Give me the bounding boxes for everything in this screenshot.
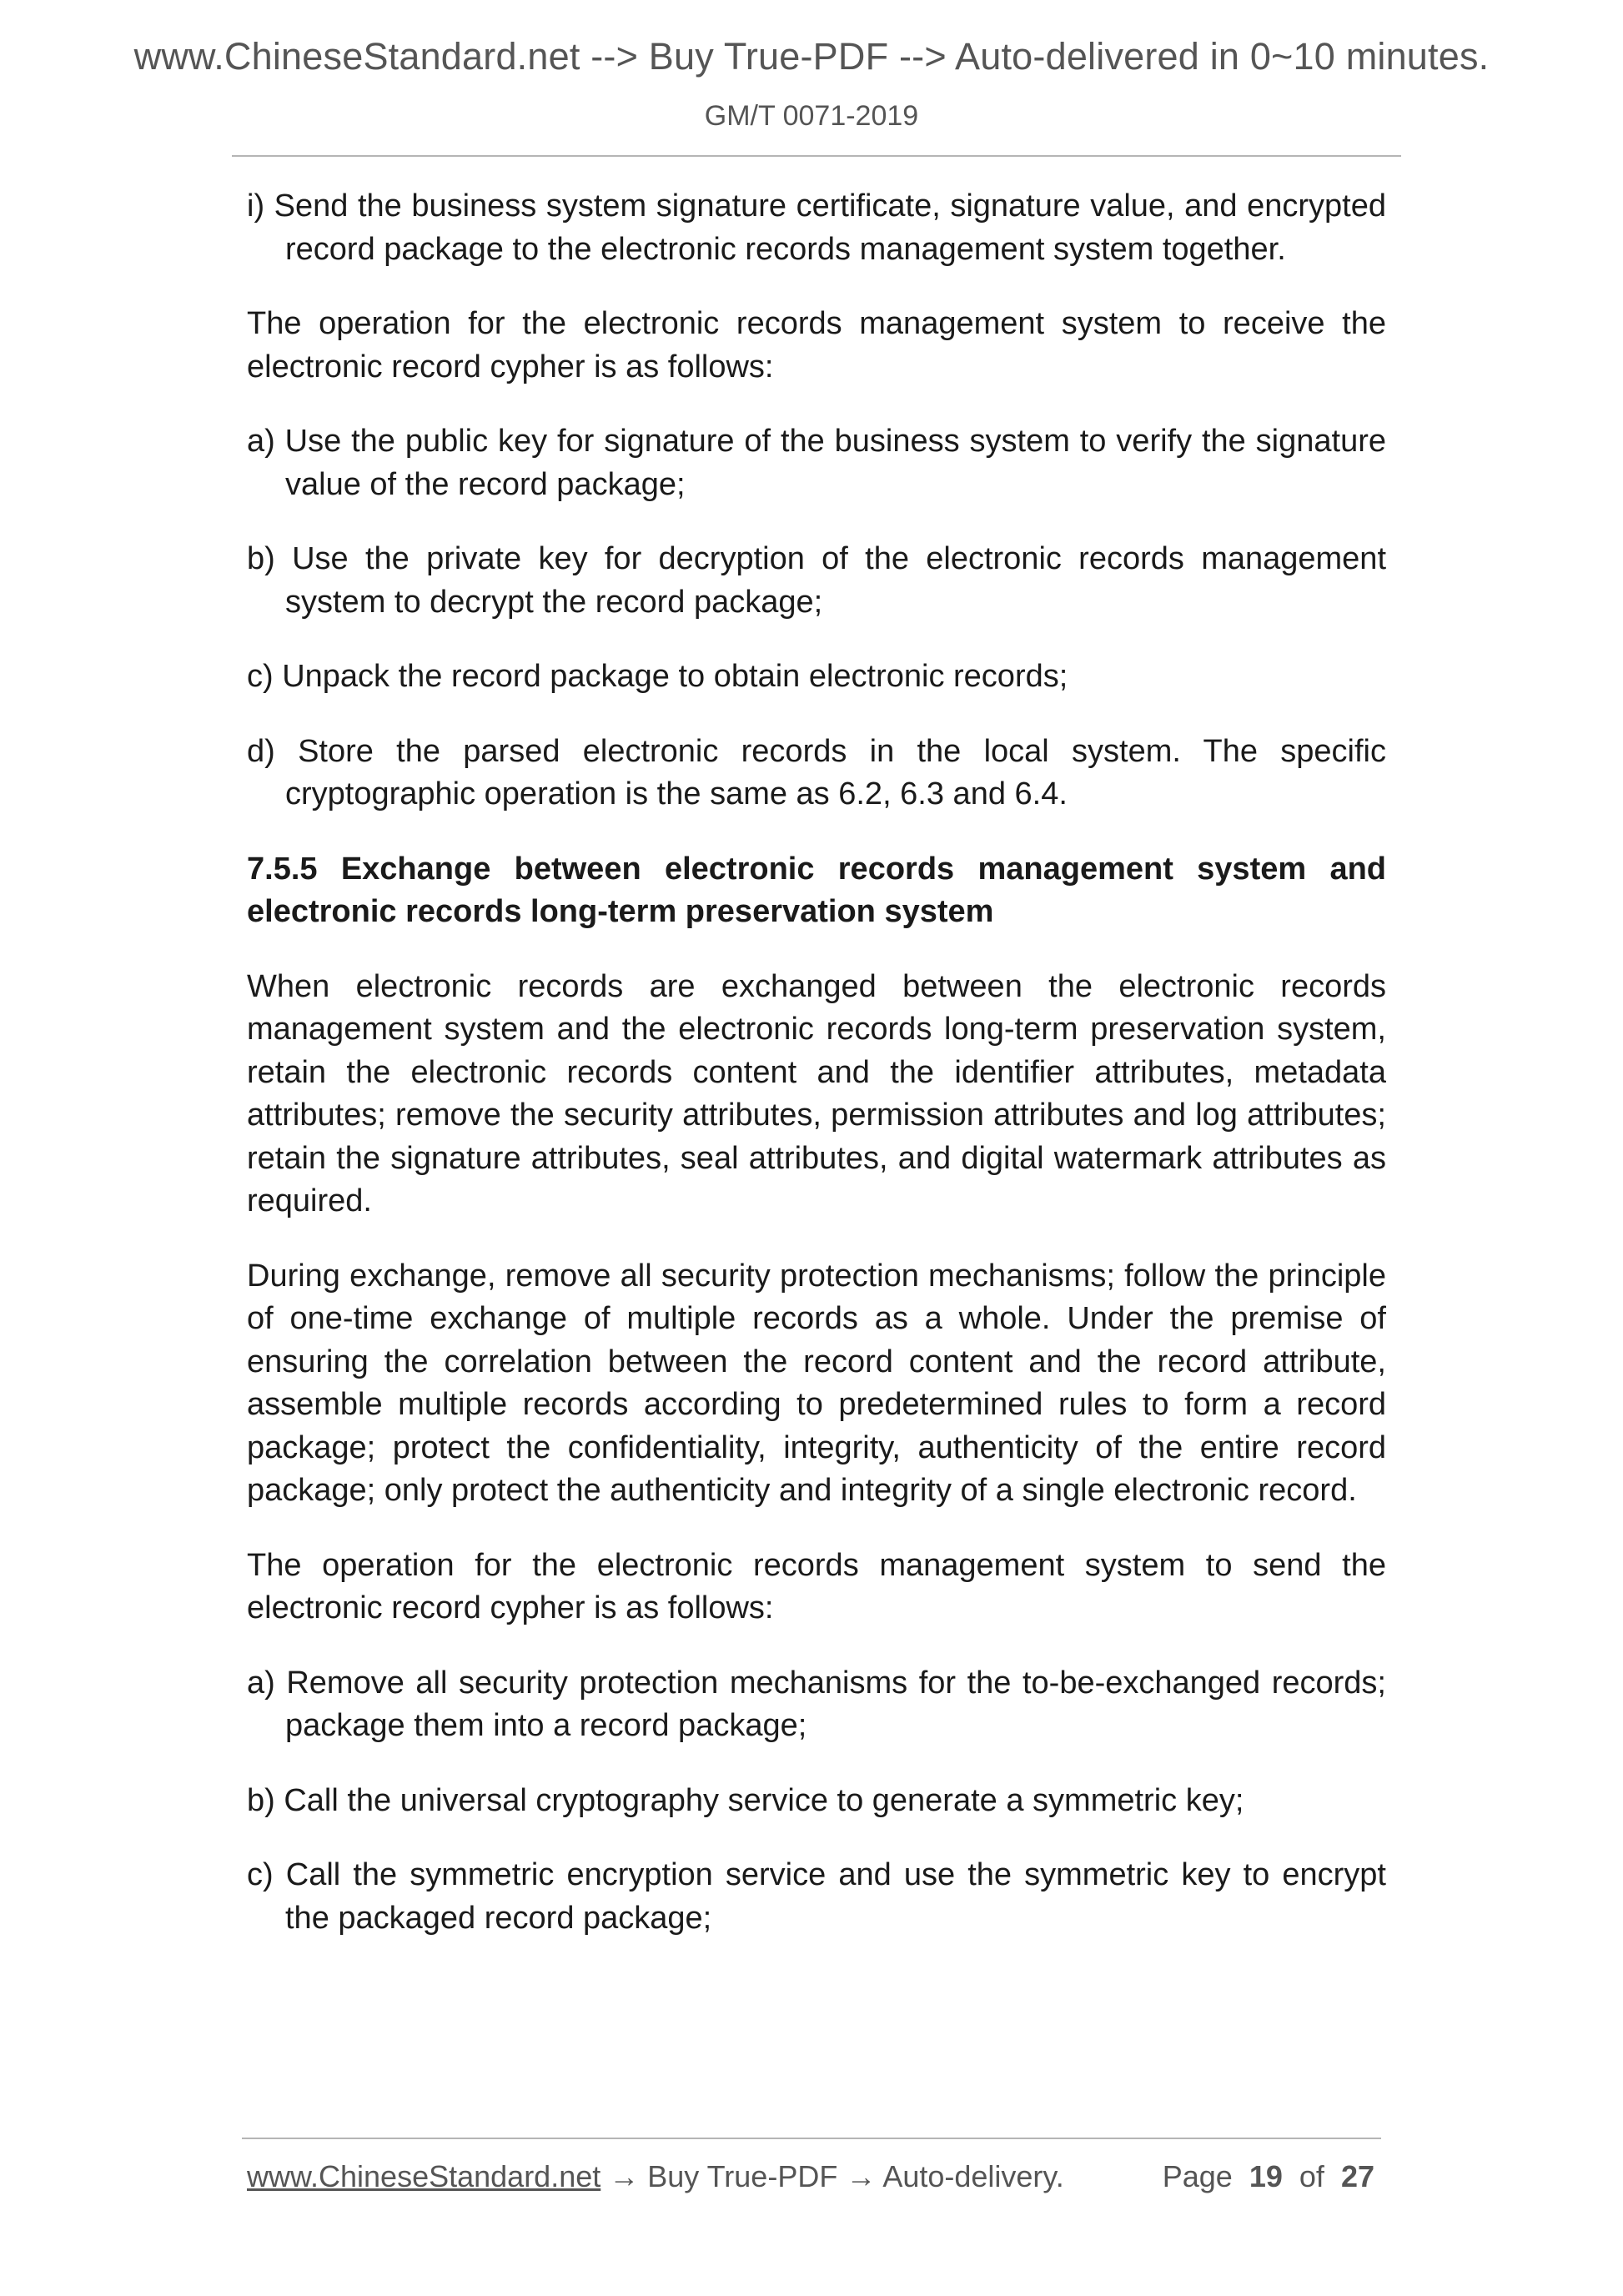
paragraph: During exchange, remove all security protection mechanisms; follow the principle of one-time exchange of multiple records as a whole. Under the premise of ensuring the correlation between the record content and the record attribute, assemble multiple records according to predetermined rules to form a record package; protect the confidentiality, integrity, authenticity of the entire record package; only protect the authenticity and integrity of a single electronic record. [247,1258,1386,1508]
list-item: i) Send the business system signature certificate, signature value, and encrypted record package to the electronic records management system together. [247,188,1386,267]
page-content [247,185,1386,1972]
footer-divider [242,2138,1381,2139]
list-item: b) Call the universal cryptography service to generate a symmetric key; [247,1782,1244,1818]
list-item: a) Use the public key for signature of the business system to verify the signature value of the record package; [247,424,1386,502]
site-link[interactable]: www.ChineseStandard.net [247,2159,601,2193]
header-divider [232,155,1401,157]
section-heading: 7.5.5 Exchange between electronic records management system and electronic records long-term preservation system [247,851,1386,929]
current-page: 19 [1249,2159,1283,2193]
document-code: GM/T 0071-2019 [704,100,919,132]
paragraph: When electronic records are exchanged between the electronic records management system and the electronic records long-term preservation system, retain the electronic records content and the identifier attributes, metadata attributes; remove the security attributes, permission attributes and log attributes; retain the signature attributes, seal attributes, and digital watermark attributes as required. [247,968,1386,1218]
total-pages: 27 [1340,2159,1374,2193]
paragraph: The operation for the electronic records management system to receive the electronic record cypher is as follows: [247,306,1386,384]
paragraph: The operation for the electronic records management system to send the electronic record cypher is as follows: [247,1547,1386,1625]
footer-tagline: → Buy True-PDF → Auto-delivery. [600,2159,1064,2193]
list-item: c) Call the symmetric encryption service and use the symmetric key to encrypt the packaged record package; [247,1857,1386,1936]
footer-left [247,2159,1064,2194]
list-item: d) Store the parsed electronic records in the local system. The specific cryptographic operation is the same as 6.2, 6.3 and 6.4. [247,733,1386,811]
list-item: c) Unpack the record package to obtain electronic records; [247,659,1068,694]
page-footer [247,2159,1374,2194]
list-item: a) Remove all security protection mechanisms for the to-be-exchanged records; package them into a record package; [247,1665,1386,1743]
page-number: Page 19 of 27 [1162,2159,1374,2193]
list-item: b) Use the private key for decryption of the electronic records management system to decrypt the record package; [247,541,1386,620]
site-banner: www.ChineseStandard.net --> Buy True-PDF --> Auto-delivered in 0~10 minutes. [133,35,1490,78]
